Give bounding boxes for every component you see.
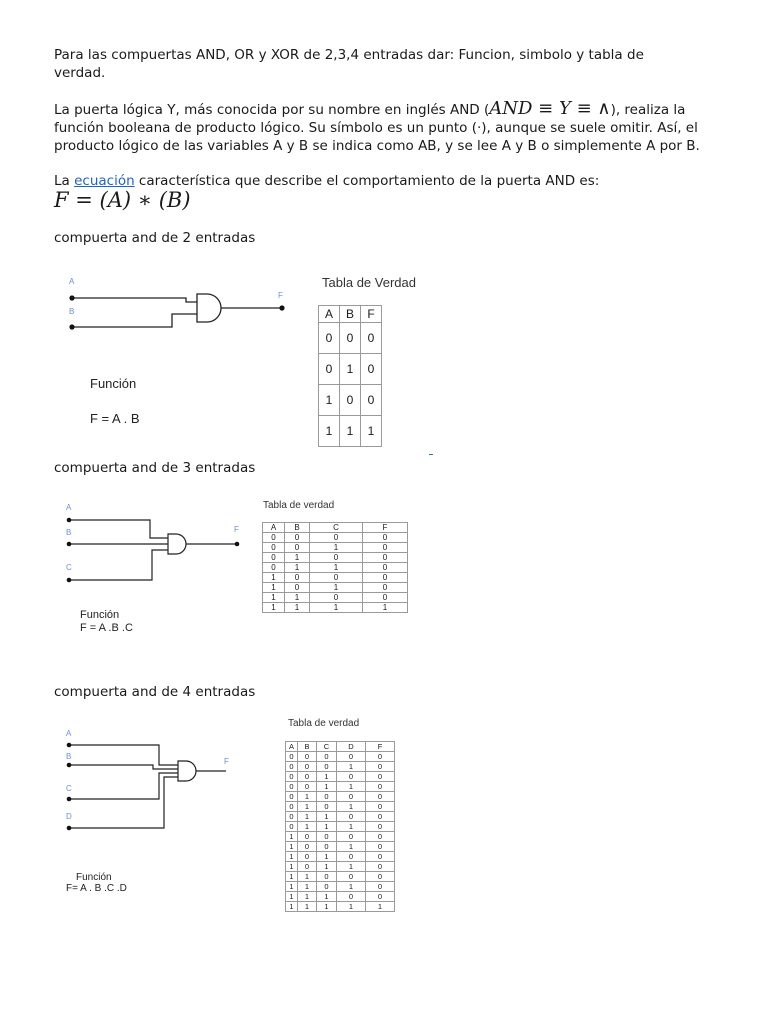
table-cell: 1 — [310, 603, 363, 613]
table-cell: 1 — [286, 842, 298, 852]
table-header-cell: F — [366, 742, 395, 752]
table-cell: 0 — [366, 782, 395, 792]
table-cell: 0 — [337, 792, 366, 802]
table-cell: 1 — [319, 416, 340, 447]
and3-circuit-diagram — [60, 500, 250, 590]
table-cell: 0 — [286, 822, 298, 832]
table-cell: 1 — [317, 852, 337, 862]
and3-input-a-label: A — [66, 503, 72, 512]
table-cell: 1 — [317, 812, 337, 822]
table-header-cell: B — [298, 742, 317, 752]
and4-function-expression: F= A . B .C .D — [66, 883, 127, 894]
table-row — [263, 543, 408, 553]
table-row — [286, 812, 395, 822]
table-cell: 0 — [366, 802, 395, 812]
table-cell: 1 — [298, 902, 317, 912]
heading-and-4: compuerta and de 4 entradas — [54, 684, 256, 700]
table-cell: 1 — [263, 593, 285, 603]
description-text-rest: ), realiza la función booleana de producto lógico. Su símbolo es un punto (·), aunque se suele omitir. Así, el producto lógico de las variables A y B se indica como AB, y se lee A y B o simplemente A por B. — [54, 102, 700, 154]
table-cell: 1 — [337, 842, 366, 852]
table-cell: 1 — [285, 563, 310, 573]
table-cell: 0 — [317, 752, 337, 762]
table-cell: 0 — [285, 573, 310, 583]
table-cell: 0 — [263, 563, 285, 573]
and3-truth-table — [262, 522, 408, 613]
table-cell: 0 — [317, 802, 337, 812]
and3-input-b-node — [67, 542, 72, 547]
table-row — [286, 752, 395, 762]
and2-output-node — [279, 305, 284, 310]
table-cell: 1 — [286, 852, 298, 862]
table-cell: 0 — [337, 832, 366, 842]
table-cell: 0 — [337, 892, 366, 902]
table-row — [319, 385, 382, 416]
table-cell: 0 — [366, 892, 395, 902]
math-and-symbol: AND ≡ Y ≡ ∧ — [489, 98, 611, 119]
table-cell: 1 — [298, 892, 317, 902]
table-cell: 1 — [317, 772, 337, 782]
table-header-cell: B — [285, 523, 310, 533]
table-cell: 0 — [263, 553, 285, 563]
table-cell: 0 — [298, 862, 317, 872]
table-cell: 0 — [366, 762, 395, 772]
table-cell: 0 — [361, 385, 382, 416]
table-cell: 0 — [317, 882, 337, 892]
table-cell: 0 — [361, 354, 382, 385]
description-paragraph — [54, 100, 714, 155]
table-cell: 0 — [310, 533, 363, 543]
and3-input-a-node — [67, 518, 72, 523]
table-header-cell: D — [337, 742, 366, 752]
and2-function-expression: F = A . B — [90, 411, 140, 426]
table-row — [286, 902, 395, 912]
table-cell: 1 — [337, 862, 366, 872]
table-cell: 0 — [310, 593, 363, 603]
table-cell: 1 — [361, 416, 382, 447]
table-cell: 1 — [286, 872, 298, 882]
table-cell: 0 — [366, 882, 395, 892]
and4-input-c-node — [67, 797, 72, 802]
table-header-cell: A — [263, 523, 285, 533]
table-cell: 1 — [317, 892, 337, 902]
table-cell: 0 — [366, 852, 395, 862]
and4-input-a-label: A — [66, 729, 72, 738]
and4-function-label: Función — [76, 872, 112, 883]
table-cell: 1 — [340, 416, 361, 447]
and2-table-header-row — [319, 306, 382, 323]
table-cell: 0 — [363, 583, 408, 593]
table-cell: 1 — [298, 822, 317, 832]
table-row — [286, 782, 395, 792]
table-cell: 0 — [317, 872, 337, 882]
table-row — [263, 533, 408, 543]
table-cell: 1 — [337, 762, 366, 772]
intro-line-2: verdad. — [54, 65, 106, 81]
table-cell: 0 — [337, 752, 366, 762]
table-row — [286, 832, 395, 842]
and2-truth-table — [318, 305, 382, 447]
table-cell: 0 — [263, 533, 285, 543]
table-cell: 1 — [340, 354, 361, 385]
table-cell: 0 — [337, 852, 366, 862]
table-cell: 0 — [317, 842, 337, 852]
table-header-cell: B — [340, 306, 361, 323]
table-row — [263, 603, 408, 613]
table-cell: 1 — [298, 792, 317, 802]
table-cell: 1 — [337, 822, 366, 832]
table-cell: 0 — [286, 782, 298, 792]
description-text-start: La puerta lógica Y, más conocida por su nombre en inglés AND ( — [54, 102, 490, 118]
and3-function-label: Función — [80, 609, 120, 621]
table-cell: 1 — [298, 812, 317, 822]
and3-table-title: Tabla de verdad — [263, 500, 335, 511]
table-cell: 1 — [298, 882, 317, 892]
table-row — [286, 862, 395, 872]
table-cell: 0 — [363, 553, 408, 563]
table-row — [286, 852, 395, 862]
and2-input-b-label: B — [69, 307, 75, 316]
table-cell: 0 — [286, 762, 298, 772]
intro-paragraph — [54, 46, 714, 82]
table-cell: 0 — [286, 812, 298, 822]
heading-and-3: compuerta and de 3 entradas — [54, 460, 256, 476]
and4-input-d-node — [67, 826, 72, 831]
table-cell: 0 — [298, 762, 317, 772]
table-header-cell: F — [363, 523, 408, 533]
table-cell: 0 — [340, 385, 361, 416]
table-row — [286, 892, 395, 902]
table-cell: 1 — [286, 892, 298, 902]
table-cell: 0 — [285, 533, 310, 543]
table-cell: 0 — [337, 812, 366, 822]
table-cell: 1 — [310, 543, 363, 553]
table-cell: 0 — [363, 573, 408, 583]
table-cell: 0 — [366, 822, 395, 832]
table-cell: 0 — [366, 862, 395, 872]
and2-input-a-node — [69, 295, 74, 300]
table-header-cell: A — [286, 742, 298, 752]
table-cell: 1 — [285, 603, 310, 613]
table-cell: 1 — [310, 583, 363, 593]
table-header-cell: F — [361, 306, 382, 323]
table-cell: 1 — [310, 563, 363, 573]
stray-mark — [429, 454, 433, 455]
table-cell: 0 — [361, 323, 382, 354]
table-cell: 1 — [263, 603, 285, 613]
table-cell: 1 — [263, 573, 285, 583]
table-row — [319, 416, 382, 447]
table-row — [319, 354, 382, 385]
and3-table-header-row — [263, 523, 408, 533]
table-cell: 0 — [286, 772, 298, 782]
table-cell: 0 — [286, 792, 298, 802]
and4-circuit-diagram — [60, 725, 250, 835]
and4-input-d-label: D — [66, 812, 72, 821]
table-cell: 0 — [363, 543, 408, 553]
table-header-cell: C — [317, 742, 337, 752]
table-row — [286, 762, 395, 772]
table-cell: 0 — [286, 802, 298, 812]
and3-output-label: F — [234, 525, 239, 534]
and4-input-a-node — [67, 743, 72, 748]
table-cell: 1 — [337, 902, 366, 912]
table-cell: 1 — [298, 802, 317, 812]
and4-table-header-row — [286, 742, 395, 752]
table-cell: 0 — [366, 752, 395, 762]
table-cell: 0 — [366, 872, 395, 882]
table-cell: 1 — [337, 802, 366, 812]
and3-input-c-label: C — [66, 563, 72, 572]
table-cell: 1 — [286, 882, 298, 892]
table-cell: 1 — [317, 822, 337, 832]
table-cell: 0 — [298, 772, 317, 782]
table-cell: 0 — [298, 752, 317, 762]
table-cell: 0 — [298, 832, 317, 842]
table-cell: 1 — [285, 593, 310, 603]
table-row — [286, 872, 395, 882]
table-cell: 0 — [285, 583, 310, 593]
table-cell: 0 — [366, 832, 395, 842]
table-cell: 0 — [340, 323, 361, 354]
and2-input-b-node — [69, 324, 74, 329]
table-cell: 0 — [285, 543, 310, 553]
table-cell: 0 — [317, 792, 337, 802]
and2-function-label: Función — [90, 376, 137, 391]
and3-input-c-node — [67, 578, 72, 583]
table-cell: 1 — [363, 603, 408, 613]
and4-input-b-label: B — [66, 752, 72, 761]
table-cell: 0 — [363, 593, 408, 603]
table-cell: 0 — [366, 792, 395, 802]
table-cell: 1 — [366, 902, 395, 912]
table-row — [263, 583, 408, 593]
table-cell: 0 — [366, 772, 395, 782]
table-row — [286, 792, 395, 802]
table-row — [286, 882, 395, 892]
and4-input-c-label: C — [66, 784, 72, 793]
table-cell: 0 — [317, 832, 337, 842]
and-equation: F = (A) ∗ (B) — [54, 188, 191, 212]
table-cell: 1 — [286, 832, 298, 842]
table-cell: 1 — [317, 902, 337, 912]
and4-input-b-node — [67, 763, 72, 768]
and2-output-label: F — [278, 291, 283, 300]
table-cell: 0 — [363, 563, 408, 573]
table-cell: 1 — [337, 782, 366, 792]
and2-table-title: Tabla de Verdad — [322, 275, 416, 290]
table-header-cell: A — [319, 306, 340, 323]
table-cell: 1 — [298, 872, 317, 882]
and4-table-title: Tabla de verdad — [288, 718, 360, 729]
table-cell: 1 — [286, 862, 298, 872]
table-row — [263, 593, 408, 603]
table-cell: 0 — [337, 872, 366, 882]
ecuacion-link[interactable]: ecuación — [74, 173, 135, 189]
table-row — [263, 573, 408, 583]
table-row — [286, 772, 395, 782]
and3-output-node — [235, 542, 240, 547]
table-cell: 0 — [337, 772, 366, 782]
table-cell: 0 — [310, 573, 363, 583]
and2-input-a-label: A — [69, 277, 75, 286]
equation-intro-pre: La — [54, 173, 75, 189]
table-cell: 1 — [286, 902, 298, 912]
table-cell: 0 — [310, 553, 363, 563]
table-cell: 1 — [317, 782, 337, 792]
table-cell: 1 — [285, 553, 310, 563]
table-cell: 0 — [366, 812, 395, 822]
table-row — [263, 563, 408, 573]
table-cell: 0 — [319, 323, 340, 354]
intro-line-1: Para las compuertas AND, OR y XOR de 2,3,4 entradas dar: Funcion, simbolo y tabla de — [54, 47, 644, 63]
table-header-cell: C — [310, 523, 363, 533]
table-cell: 0 — [298, 842, 317, 852]
table-cell: 0 — [286, 752, 298, 762]
table-row — [286, 802, 395, 812]
table-cell: 1 — [317, 862, 337, 872]
and2-circuit-diagram — [60, 270, 300, 340]
table-cell: 1 — [319, 385, 340, 416]
table-row — [286, 842, 395, 852]
table-cell: 1 — [337, 882, 366, 892]
equation-intro-post: característica que describe el comportamiento de la puerta AND es: — [134, 173, 600, 189]
table-row — [286, 822, 395, 832]
table-cell: 0 — [298, 852, 317, 862]
table-cell: 0 — [319, 354, 340, 385]
table-row — [263, 553, 408, 563]
and4-truth-table — [285, 741, 395, 912]
table-cell: 0 — [363, 533, 408, 543]
table-row — [319, 323, 382, 354]
and4-output-label: F — [224, 757, 229, 766]
table-cell: 0 — [317, 762, 337, 772]
and3-function-expression: F = A .B .C — [80, 622, 133, 634]
table-cell: 0 — [366, 842, 395, 852]
heading-and-2: compuerta and de 2 entradas — [54, 230, 256, 246]
table-cell: 1 — [263, 583, 285, 593]
table-cell: 0 — [298, 782, 317, 792]
and3-input-b-label: B — [66, 528, 72, 537]
table-cell: 0 — [263, 543, 285, 553]
